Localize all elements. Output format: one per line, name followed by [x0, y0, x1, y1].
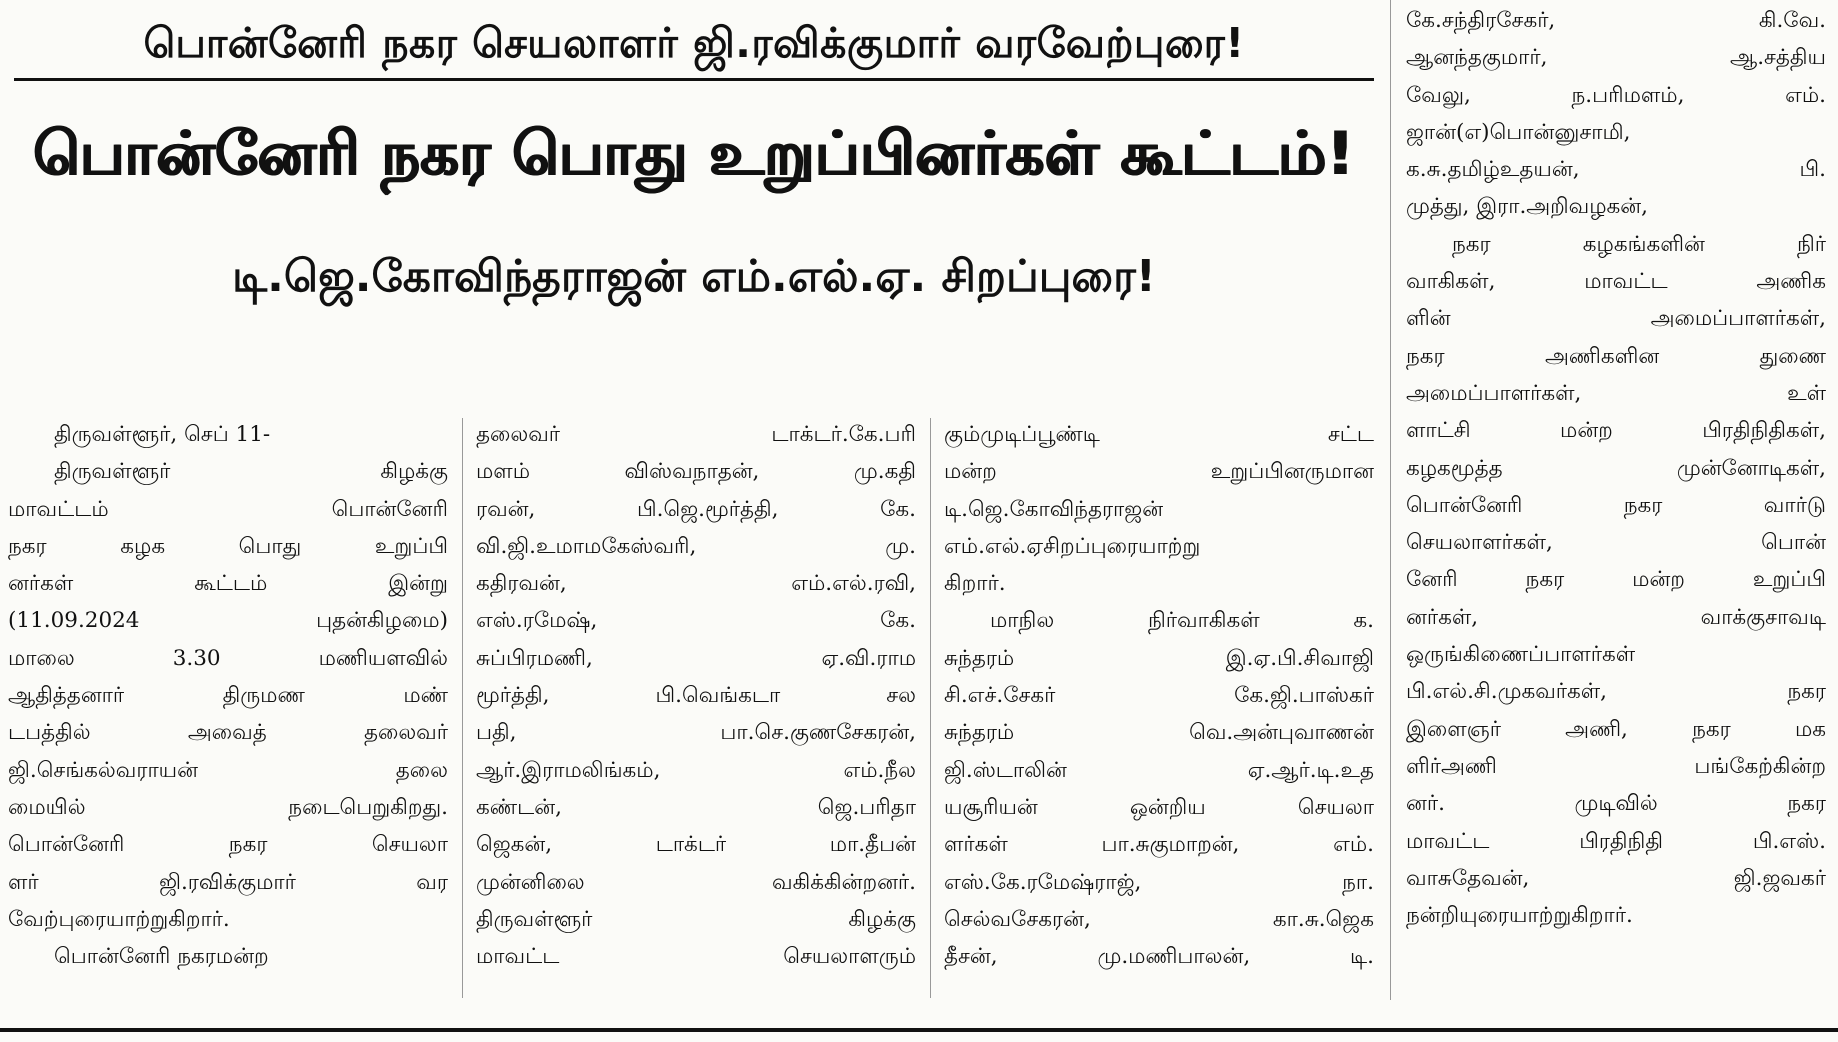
article-column-4: [1406, 2, 1826, 934]
text-line: கழகமூத்த முன்னோடிகள்,: [1406, 455, 1826, 481]
column-divider: [1390, 0, 1391, 1000]
text-line: நகர அணிகளின துணை: [1406, 343, 1826, 369]
text-line: ரவன், பி.ஜெ.மூர்த்தி, கே.: [476, 496, 916, 522]
text-line: பொன்னேரி நகர வார்டு: [1406, 492, 1826, 518]
text-line: எஸ்.கே.ரமேஷ்ராஜ், நா.: [944, 869, 1374, 895]
text-line: வாகிகள், மாவட்ட அணிக: [1406, 269, 1826, 295]
text-line: மாவட்ட பிரதிநிதி பி.எஸ்.: [1406, 828, 1826, 854]
text-line: னர்கள் கூட்டம் இன்று: [8, 571, 448, 597]
text-line: திருவள்ளூர், செப் 11-: [54, 422, 271, 447]
text-line: மாநில நிர்வாகிகள் க.: [990, 608, 1374, 634]
text-line: மளம் விஸ்வநாதன், மு.கதி: [476, 459, 916, 485]
text-line: பி.எல்.சி.முகவர்கள், நகர: [1406, 679, 1826, 705]
text-line: ளாட்சி மன்ற பிரதிநிதிகள்,: [1406, 418, 1826, 444]
text-line: பதி, பா.செ.குணசேகரன்,: [476, 720, 916, 746]
text-line: நகர கழகங்களின் நிர்: [1452, 231, 1826, 257]
text-line: பொன்னேரி நகரமன்ற: [54, 944, 269, 970]
kicker-headline: பொன்னேரி நகர செயலாளர் ஜி.ரவிக்குமார் வரவேற்புரை!: [14, 8, 1374, 81]
text-line: ஆதித்தனார் திருமண மண்: [8, 683, 448, 709]
text-line: ளின் அமைப்பாளர்கள்,: [1406, 306, 1826, 332]
text-line: மன்ற உறுப்பினருமான: [944, 459, 1374, 485]
text-line: நகர கழக பொது உறுப்பி: [8, 533, 448, 559]
main-headline: பொன்னேரி நகர பொது உறுப்பினர்கள் கூட்டம்!: [33, 119, 1355, 189]
text-line: மூர்த்தி, பி.வெங்கடா சல: [476, 683, 916, 709]
text-line: னேரி நகர மன்ற உறுப்பி: [1406, 567, 1826, 593]
text-line: (11.09.2024 புதன்கிழமை): [8, 608, 448, 634]
text-line: ஆனந்தகுமார், ஆ.சத்திய: [1406, 45, 1826, 71]
text-line: எஸ்.ரமேஷ், கே.: [476, 608, 916, 634]
text-line: தீசன், மு.மணிபாலன், டி.: [944, 944, 1374, 970]
text-line: திருவள்ளூர் கிழக்கு: [54, 459, 448, 485]
text-line: கும்முடிப்பூண்டி சட்ட: [944, 422, 1374, 447]
text-line: மாவட்ட செயலாளரும்: [476, 944, 916, 970]
text-line: ஜெகன், டாக்டர் மா.தீபன்: [476, 832, 916, 858]
text-line: முத்து, இரா.அறிவழகன்,: [1406, 194, 1648, 220]
article-column-1: [8, 416, 448, 975]
text-line: தலைவர் டாக்டர்.கே.பரி: [476, 422, 916, 447]
text-line: சி.எச்.சேகர் கே.ஜி.பாஸ்கர்: [944, 683, 1374, 709]
text-line: செயலாளர்கள், பொன்: [1406, 530, 1826, 556]
text-line: இளைஞர் அணி, நகர மக: [1406, 716, 1826, 742]
text-line: னர்கள், வாக்குசாவடி: [1406, 604, 1826, 630]
text-line: கிறார்.: [944, 571, 1006, 597]
text-line: எம்.எல்.ஏசிறப்புரையாற்று: [944, 533, 1201, 559]
text-line: வேலு, ந.பரிமளம், எம்.: [1406, 82, 1826, 108]
column-divider: [462, 418, 463, 998]
text-line: மாலை 3.30 மணியளவில்: [8, 645, 448, 671]
text-line: க.சு.தமிழ்உதயன், பி.: [1406, 157, 1826, 183]
text-line: திருவள்ளூர் கிழக்கு: [476, 906, 916, 932]
text-line: செல்வசேகரன், கா.சு.ஜெக: [944, 906, 1374, 932]
text-line: கண்டன், ஜெ.பரிதா: [476, 794, 916, 820]
text-line: சுந்தரம் இ.ஏ.பி.சிவாஜி: [944, 645, 1374, 671]
text-line: வேற்புரையாற்றுகிறார்.: [8, 906, 230, 932]
text-line: மாவட்டம் பொன்னேரி: [8, 496, 448, 522]
text-line: ஜான்(எ)பொன்னுசாமி,: [1406, 119, 1631, 145]
text-line: ஜி.ஸ்டாலின் ஏ.ஆர்.டி.உத: [944, 757, 1374, 783]
text-line: டி.ஜெ.கோவிந்தராஜன்: [944, 496, 1164, 522]
headline-block: [14, 8, 1374, 327]
text-line: யசூரியன் ஒன்றிய செயலா: [944, 794, 1374, 820]
text-line: வாசுதேவன், ஜி.ஜவகர்: [1406, 865, 1826, 891]
text-line: ஒருங்கிணைப்பாளர்கள்: [1406, 642, 1636, 668]
text-line: மையில் நடைபெறுகிறது.: [8, 794, 448, 820]
text-line: வி.ஜி.உமாமகேஸ்வரி, மு.: [476, 533, 916, 559]
text-line: சுப்பிரமணி, ஏ.வி.ராம: [476, 645, 916, 671]
text-line: டபத்தில் அவைத் தலைவர்: [8, 720, 448, 746]
text-line: ஆர்.இராமலிங்கம், எம்.நீல: [476, 757, 916, 783]
text-line: ளர் ஜி.ரவிக்குமார் வர: [8, 869, 448, 895]
text-line: ளர்கள் பா.சுகுமாறன், எம்.: [944, 832, 1374, 858]
text-line: அமைப்பாளர்கள், உள்: [1406, 380, 1826, 406]
article-column-3: [944, 416, 1374, 975]
text-line: ளிர்அணி பங்கேற்கின்ற: [1406, 753, 1826, 779]
text-line: னர். முடிவில் நகர: [1406, 791, 1826, 817]
bottom-rule: [0, 1028, 1838, 1032]
text-line: நன்றியுரையாற்றுகிறார்.: [1406, 903, 1633, 929]
text-line: கே.சந்திரசேகர், கி.வே.: [1406, 8, 1826, 33]
column-divider: [930, 418, 931, 998]
article-column-2: [476, 416, 916, 975]
text-line: பொன்னேரி நகர செயலா: [8, 832, 448, 858]
text-line: சுந்தரம் வெ.அன்புவாணன்: [944, 720, 1374, 746]
text-line: ஜி.செங்கல்வராயன் தலை: [8, 757, 448, 783]
text-line: கதிரவன், எம்.எல்.ரவி,: [476, 571, 916, 597]
text-line: முன்னிலை வகிக்கின்றனர்.: [476, 869, 916, 895]
sub-headline: டி.ஜெ.கோவிந்தராஜன் எம்.எல்.ஏ. சிறப்புரை!: [232, 251, 1156, 302]
